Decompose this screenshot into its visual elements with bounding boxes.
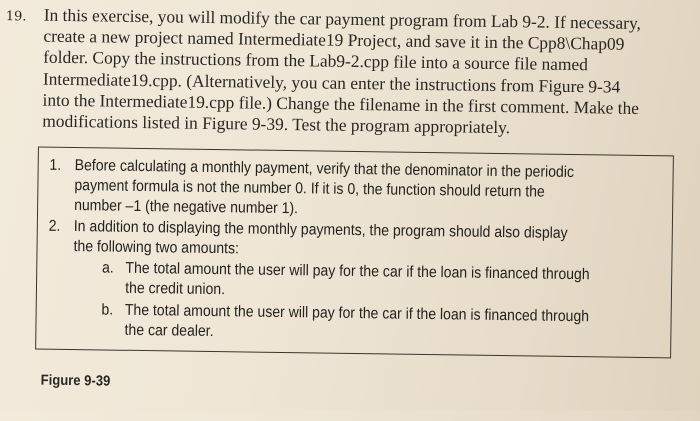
sublist-item-line: the car dealer. xyxy=(124,321,214,341)
exercise-line: Intermediate19.cpp. (Alternatively, you can enter the instructions from Figure 9-34 xyxy=(42,68,621,97)
exercise-line: create a new project named Intermediate19 Project, and save it in the Cpp8\Chap09 xyxy=(43,25,625,54)
exercise-line: modifications listed in Figure 9-39. Test the program appropriately. xyxy=(42,110,511,138)
list-item-line: In addition to displaying the monthly payments, the program should also display xyxy=(73,218,568,242)
list-item-number: 2. xyxy=(48,217,61,235)
sublist-item-letter: b. xyxy=(101,301,114,319)
exercise-line: In this exercise, you will modify the car payment program from Lab 9-2. If necessary, xyxy=(43,4,642,33)
exercise-line: into the Intermediate19.cpp file.) Change the filename in the first comment. Make the xyxy=(42,89,640,118)
exercise-line: folder. Copy the instructions from the Lab9-2.cpp file into a source file named xyxy=(43,47,589,75)
sublist-item-line: The total amount the user will pay for the car if the loan is financed through xyxy=(124,301,590,326)
exercise-instructions xyxy=(42,5,692,141)
list-item-line: number –1 (the negative number 1). xyxy=(74,197,299,218)
list-item-line: the following two amounts: xyxy=(73,238,240,258)
sublist-item-letter: a. xyxy=(101,259,114,277)
exercise-number: 19. xyxy=(5,9,27,25)
list-item-line: payment formula is not the number 0. If it is 0, the function should return the xyxy=(74,177,545,201)
figure-caption: Figure 9-39 xyxy=(40,372,111,390)
figure-box xyxy=(35,147,674,359)
modification-list xyxy=(39,148,610,341)
sublist-item-line: the credit union. xyxy=(125,279,226,299)
list-item-line: Before calculating a monthly payment, verify that the denominator in the periodic xyxy=(74,157,575,182)
sublist-item-line: The total amount the user will pay for the car if the loan is financed through xyxy=(125,259,590,284)
list-item-number: 1. xyxy=(49,156,62,174)
